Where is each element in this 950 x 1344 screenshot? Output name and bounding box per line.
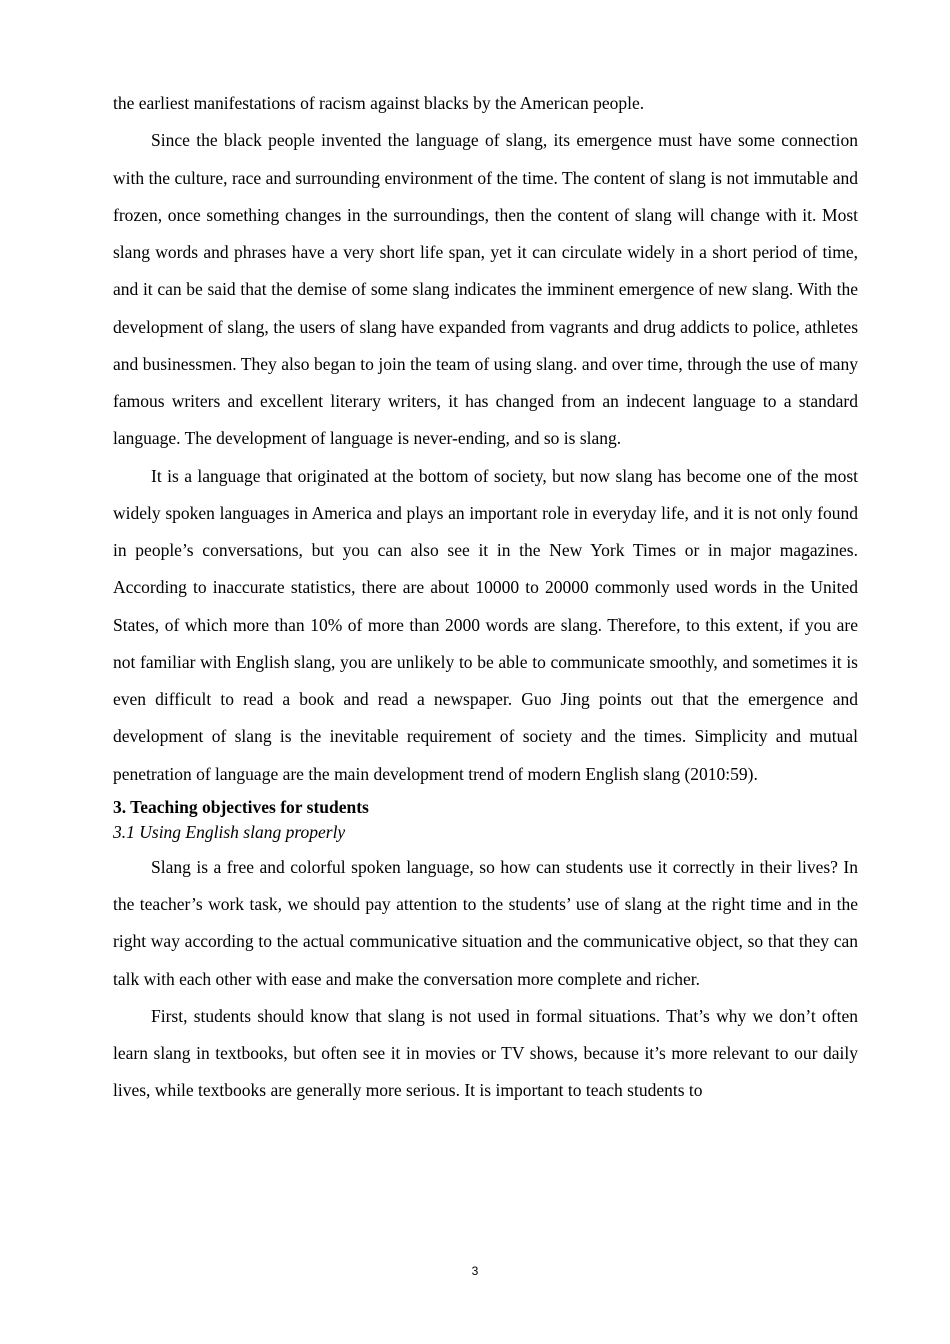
document-body — [113, 85, 858, 1110]
page-number: 3 — [471, 1264, 479, 1278]
subsection-heading: 3.1 Using English slang properly — [113, 821, 346, 842]
paragraph-using-slang: Slang is a free and colorful spoken language, so how can students use it correctly in their lives? In the teacher’s work task, we should pay attention to the students’ use of slang at the right time and in the right way according to the actual communicative situation and the communicative object, so that they can talk with each other with ease and make the conversation more complete and richer. — [113, 856, 858, 989]
paragraph-formal-situations: First, students should know that slang is not used in formal situations. That’s why we don’t often learn slang in textbooks, but often see it in movies or TV shows, because it’s more relevant to our daily lives, while textbooks are generally more serious. It is important to teach students to — [113, 1005, 858, 1101]
paragraph-slang-usage: It is a language that originated at the bottom of society, but now slang has become one of the most widely spoken languages in America and plays an important role in everyday life, and it is not only found in people’s conversations, but you can also see it in the New York Times or in major magazines. According to inaccurate statistics, there are about 10000 to 20000 commonly used words in the United States, of which more than 10% of more than 2000 words are slang. Therefore, to this extent, if you are not familiar with English slang, you are unlikely to be able to communicate smoothly, and sometimes it is even difficult to read a book and read a newspaper. Guo Jing points out that the emergence and development of slang is the inevitable requirement of society and the times. Simplicity and mutual penetration of language are the main development trend of modern English slang (2010:59). — [113, 465, 858, 784]
paragraph-continuation: the earliest manifestations of racism against blacks by the American people. — [113, 93, 645, 113]
paragraph-slang-origins: Since the black people invented the language of slang, its emergence must have some connection with the culture, race and surrounding environment of the time. The content of slang is not immutable and frozen, once something changes in the surroundings, then the content of slang will change with it. Most slang words and phrases have a very short life span, yet it can circulate widely in a short period of time, and it can be said that the demise of some slang indicates the imminent emergence of new slang. With the development of slang, the users of slang have expanded from vagrants and drug addicts to police, athletes and businessmen. They also began to join the team of using slang. and over time, through the use of many famous writers and excellent literary writers, it has changed from an indecent language to a standard language. The development of language is never-ending, and so is slang. — [113, 130, 858, 449]
section-heading: 3. Teaching objectives for students — [113, 796, 369, 817]
